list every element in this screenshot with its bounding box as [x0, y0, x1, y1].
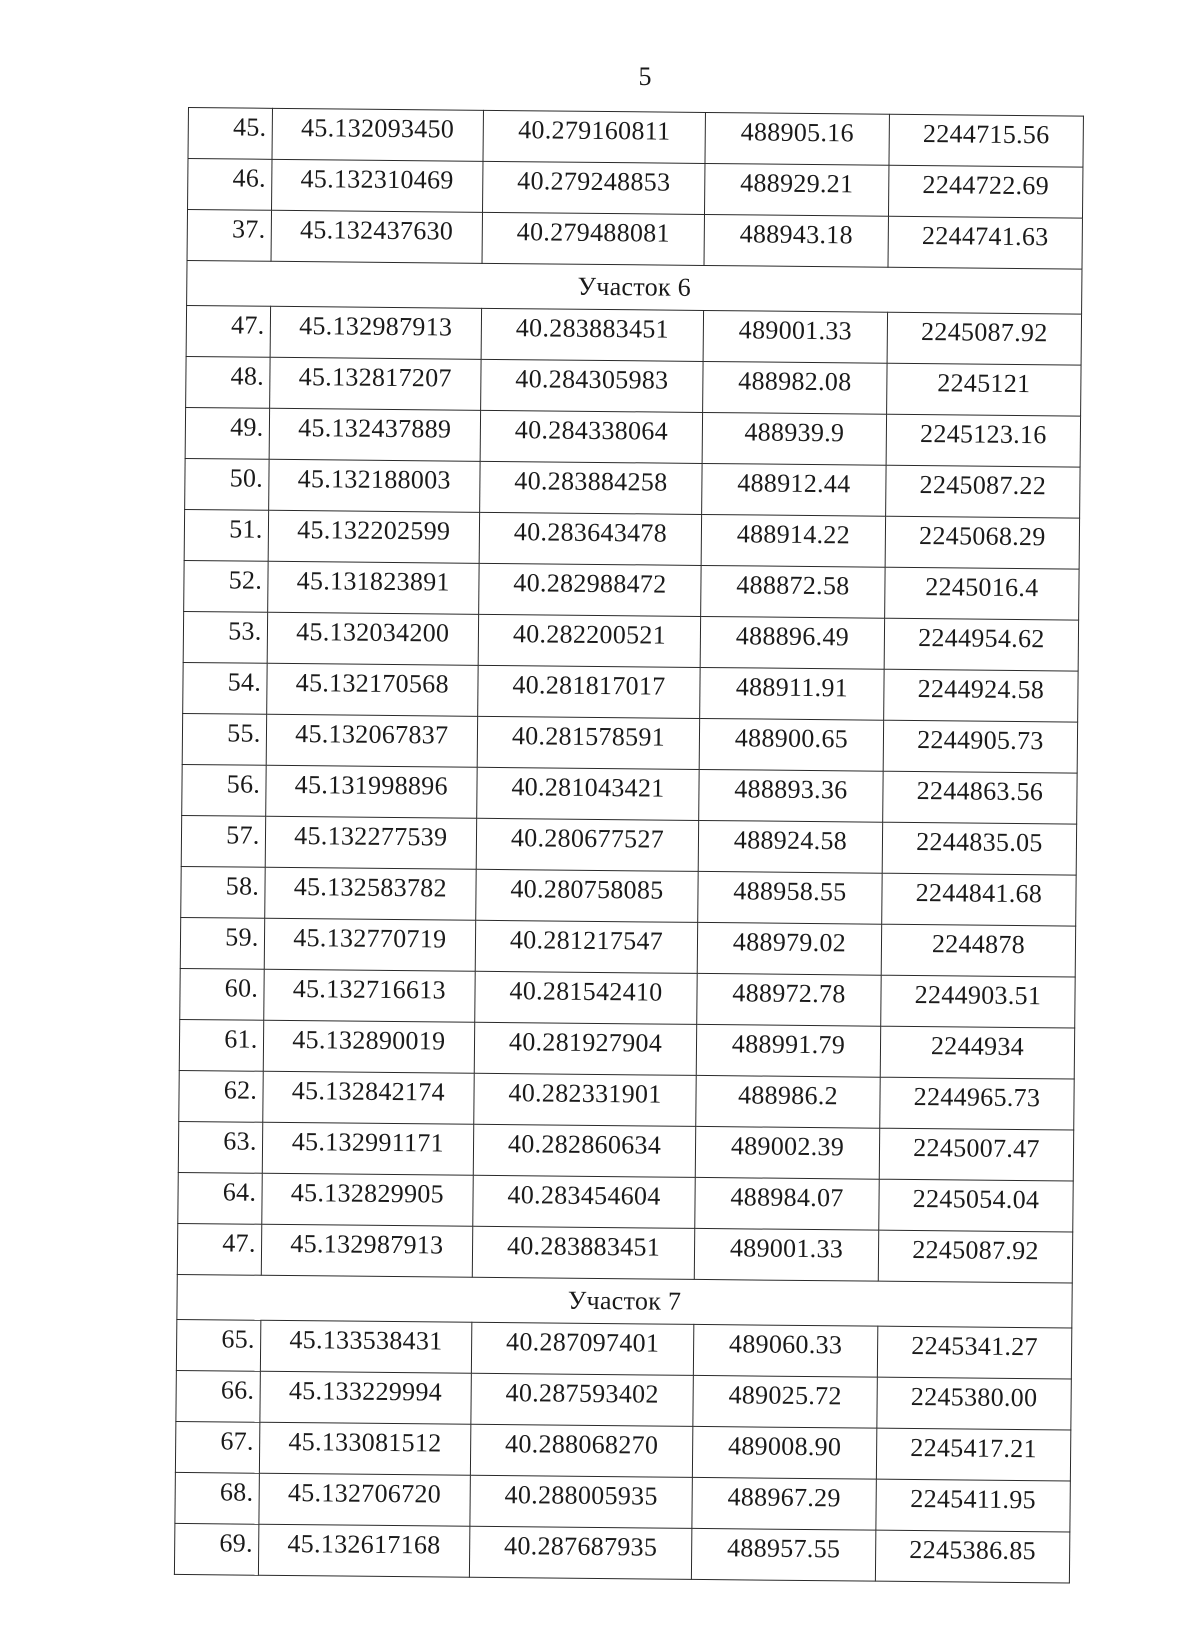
longitude-cell: 40.283454604	[473, 1175, 695, 1228]
longitude-cell: 40.287687935	[469, 1526, 691, 1579]
latitude-cell: 45.132716613	[263, 969, 475, 1022]
table-row	[182, 713, 1077, 773]
latitude-cell: 45.132890019	[263, 1020, 475, 1073]
point-number-cell: 56.	[182, 764, 266, 816]
x-coordinate-cell: 489060.33	[693, 1324, 877, 1377]
x-coordinate-cell: 488982.08	[703, 361, 887, 414]
y-coordinate-cell: 2244841.68	[882, 873, 1077, 926]
table-row	[182, 764, 1077, 824]
point-number-cell: 69.	[174, 1523, 258, 1575]
table-row	[185, 407, 1080, 467]
coordinates-table	[174, 107, 1084, 1584]
longitude-cell: 40.282200521	[478, 614, 700, 667]
longitude-cell: 40.281542410	[475, 971, 697, 1024]
latitude-cell: 45.132987913	[261, 1224, 473, 1277]
table-row	[177, 1223, 1072, 1283]
table-row	[176, 1319, 1071, 1379]
x-coordinate-cell: 488912.44	[702, 463, 886, 516]
x-coordinate-cell: 488967.29	[692, 1477, 876, 1530]
table-row	[179, 1019, 1074, 1079]
point-number-cell: 52.	[184, 560, 268, 612]
latitude-cell: 45.132170568	[266, 663, 478, 716]
latitude-cell: 45.133229994	[260, 1371, 472, 1424]
longitude-cell: 40.282331901	[474, 1073, 696, 1126]
point-number-cell: 54.	[183, 662, 267, 714]
latitude-cell: 45.132437630	[271, 210, 483, 263]
longitude-cell: 40.284305983	[481, 359, 703, 412]
y-coordinate-cell: 2245087.92	[878, 1230, 1073, 1283]
table-row	[186, 356, 1081, 416]
point-number-cell: 46.	[188, 159, 272, 211]
table-row	[175, 1421, 1070, 1481]
x-coordinate-cell: 488900.65	[699, 718, 883, 771]
section-title: Участок 7	[177, 1274, 1072, 1328]
x-coordinate-cell: 489001.33	[694, 1228, 878, 1281]
table-row	[178, 1172, 1073, 1232]
latitude-cell: 45.132067837	[266, 714, 478, 767]
point-number-cell: 62.	[179, 1070, 263, 1122]
x-coordinate-cell: 488991.79	[696, 1024, 880, 1077]
longitude-cell: 40.281817017	[478, 665, 700, 718]
table-row	[179, 1070, 1074, 1130]
y-coordinate-cell: 2245087.22	[886, 465, 1081, 518]
latitude-cell: 45.132617168	[258, 1524, 470, 1577]
y-coordinate-cell: 2245121	[887, 363, 1082, 416]
latitude-cell: 45.132034200	[267, 612, 479, 665]
y-coordinate-cell: 2245417.21	[876, 1428, 1071, 1481]
x-coordinate-cell: 488893.36	[699, 769, 883, 822]
x-coordinate-cell: 488984.07	[695, 1177, 879, 1230]
table-row	[186, 305, 1081, 365]
latitude-cell: 45.132437889	[269, 408, 481, 461]
latitude-cell: 45.132987913	[270, 306, 482, 359]
y-coordinate-cell: 2245054.04	[879, 1179, 1074, 1232]
y-coordinate-cell: 2244905.73	[883, 720, 1078, 773]
table-row	[185, 458, 1080, 518]
latitude-cell: 45.131998896	[265, 765, 477, 818]
page-number: 5	[638, 62, 652, 91]
longitude-cell: 40.282988472	[479, 563, 701, 616]
latitude-cell: 45.133538431	[260, 1320, 472, 1373]
longitude-cell: 40.280758085	[476, 869, 698, 922]
longitude-cell: 40.280677527	[476, 818, 698, 871]
x-coordinate-cell: 488986.2	[696, 1075, 880, 1128]
y-coordinate-cell: 2244924.58	[884, 669, 1079, 722]
y-coordinate-cell: 2244878	[881, 924, 1076, 977]
point-number-cell: 51.	[184, 509, 268, 561]
point-number-cell: 66.	[176, 1370, 260, 1422]
point-number-cell: 63.	[178, 1121, 262, 1173]
x-coordinate-cell: 488924.58	[698, 820, 882, 873]
longitude-cell: 40.282860634	[473, 1124, 695, 1177]
point-number-cell: 64.	[178, 1172, 262, 1224]
y-coordinate-cell: 2244954.62	[884, 618, 1079, 671]
latitude-cell: 45.132991171	[262, 1122, 474, 1175]
y-coordinate-cell: 2245007.47	[879, 1128, 1074, 1181]
table-row	[176, 1370, 1071, 1430]
x-coordinate-cell: 488929.21	[704, 163, 888, 216]
table-row	[178, 1121, 1073, 1181]
latitude-cell: 45.132202599	[268, 510, 480, 563]
table-row	[184, 560, 1079, 620]
latitude-cell: 45.132583782	[264, 867, 476, 920]
longitude-cell: 40.279488081	[482, 212, 704, 265]
y-coordinate-cell: 2244863.56	[883, 771, 1078, 824]
x-coordinate-cell: 488896.49	[700, 616, 884, 669]
x-coordinate-cell: 488958.55	[698, 871, 882, 924]
longitude-cell: 40.283883451	[481, 308, 703, 361]
x-coordinate-cell: 488972.78	[697, 973, 881, 1026]
y-coordinate-cell: 2245411.95	[876, 1479, 1071, 1532]
point-number-cell: 61.	[179, 1019, 263, 1071]
point-number-cell: 53.	[183, 611, 267, 663]
point-number-cell: 57.	[181, 815, 265, 867]
x-coordinate-cell: 488872.58	[701, 565, 885, 618]
longitude-cell: 40.284338064	[480, 410, 702, 463]
point-number-cell: 50.	[185, 458, 269, 510]
point-number-cell: 68.	[175, 1472, 259, 1524]
y-coordinate-cell: 2245087.92	[887, 312, 1082, 365]
table-row	[184, 509, 1079, 569]
y-coordinate-cell: 2244741.63	[888, 216, 1083, 269]
y-coordinate-cell: 2244934	[880, 1026, 1075, 1079]
point-number-cell: 45.	[188, 108, 272, 160]
longitude-cell: 40.288068270	[470, 1424, 692, 1477]
table-row	[188, 108, 1083, 168]
x-coordinate-cell: 488957.55	[691, 1528, 875, 1581]
table-row	[188, 159, 1083, 219]
latitude-cell: 45.132277539	[265, 816, 477, 869]
y-coordinate-cell: 2245123.16	[886, 414, 1081, 467]
longitude-cell: 40.279160811	[483, 110, 705, 163]
longitude-cell: 40.281043421	[477, 767, 699, 820]
longitude-cell: 40.287097401	[471, 1322, 693, 1375]
x-coordinate-cell: 488979.02	[697, 922, 881, 975]
point-number-cell: 47.	[186, 305, 270, 357]
table-row	[181, 815, 1076, 875]
y-coordinate-cell: 2245386.85	[875, 1530, 1070, 1583]
y-coordinate-cell: 2245380.00	[877, 1377, 1072, 1430]
coordinates-table-body	[174, 108, 1083, 1584]
point-number-cell: 49.	[185, 407, 269, 459]
y-coordinate-cell: 2244835.05	[882, 822, 1077, 875]
table-row	[187, 210, 1082, 270]
x-coordinate-cell: 489008.90	[692, 1426, 876, 1479]
longitude-cell: 40.287593402	[471, 1373, 693, 1426]
table-row	[183, 611, 1078, 671]
x-coordinate-cell: 489025.72	[693, 1375, 877, 1428]
table-row	[174, 1523, 1069, 1583]
point-number-cell: 59.	[180, 917, 264, 969]
longitude-cell: 40.283884258	[480, 461, 702, 514]
latitude-cell: 45.132829905	[261, 1173, 473, 1226]
table-row	[175, 1472, 1070, 1532]
y-coordinate-cell: 2244722.69	[888, 165, 1083, 218]
x-coordinate-cell: 489001.33	[703, 310, 887, 363]
latitude-cell: 45.133081512	[259, 1422, 471, 1475]
latitude-cell: 45.132770719	[264, 918, 476, 971]
point-number-cell: 65.	[176, 1319, 260, 1371]
longitude-cell: 40.288005935	[470, 1475, 692, 1528]
latitude-cell: 45.132093450	[272, 108, 484, 161]
x-coordinate-cell: 488911.91	[700, 667, 884, 720]
point-number-cell: 47.	[177, 1223, 261, 1275]
longitude-cell: 40.283643478	[479, 512, 701, 565]
point-number-cell: 48.	[186, 356, 270, 408]
y-coordinate-cell: 2245068.29	[885, 516, 1080, 569]
y-coordinate-cell: 2245016.4	[885, 567, 1080, 620]
table-row	[180, 968, 1075, 1028]
latitude-cell: 45.132188003	[268, 459, 480, 512]
longitude-cell: 40.283883451	[472, 1226, 694, 1279]
table-row	[183, 662, 1078, 722]
point-number-cell: 67.	[175, 1421, 259, 1473]
latitude-cell: 45.131823891	[267, 561, 479, 614]
x-coordinate-cell: 488914.22	[701, 514, 885, 567]
x-coordinate-cell: 488943.18	[704, 214, 888, 267]
x-coordinate-cell: 488905.16	[705, 112, 889, 165]
point-number-cell: 60.	[180, 968, 264, 1020]
y-coordinate-cell: 2244715.56	[889, 114, 1084, 167]
latitude-cell: 45.132842174	[262, 1071, 474, 1124]
x-coordinate-cell: 488939.9	[702, 412, 886, 465]
point-number-cell: 58.	[181, 866, 265, 918]
longitude-cell: 40.281217547	[475, 920, 697, 973]
longitude-cell: 40.281927904	[474, 1022, 696, 1075]
y-coordinate-cell: 2245341.27	[877, 1326, 1072, 1379]
y-coordinate-cell: 2244903.51	[881, 975, 1076, 1028]
point-number-cell: 55.	[182, 713, 266, 765]
y-coordinate-cell: 2244965.73	[880, 1077, 1075, 1130]
latitude-cell: 45.132817207	[269, 357, 481, 410]
section-title: Участок 6	[187, 260, 1082, 314]
x-coordinate-cell: 489002.39	[695, 1126, 879, 1179]
longitude-cell: 40.279248853	[483, 161, 705, 214]
table-row	[180, 917, 1075, 977]
table-row	[181, 866, 1076, 926]
latitude-cell: 45.132706720	[259, 1473, 471, 1526]
point-number-cell: 37.	[187, 210, 271, 262]
latitude-cell: 45.132310469	[271, 159, 483, 212]
longitude-cell: 40.281578591	[477, 716, 699, 769]
